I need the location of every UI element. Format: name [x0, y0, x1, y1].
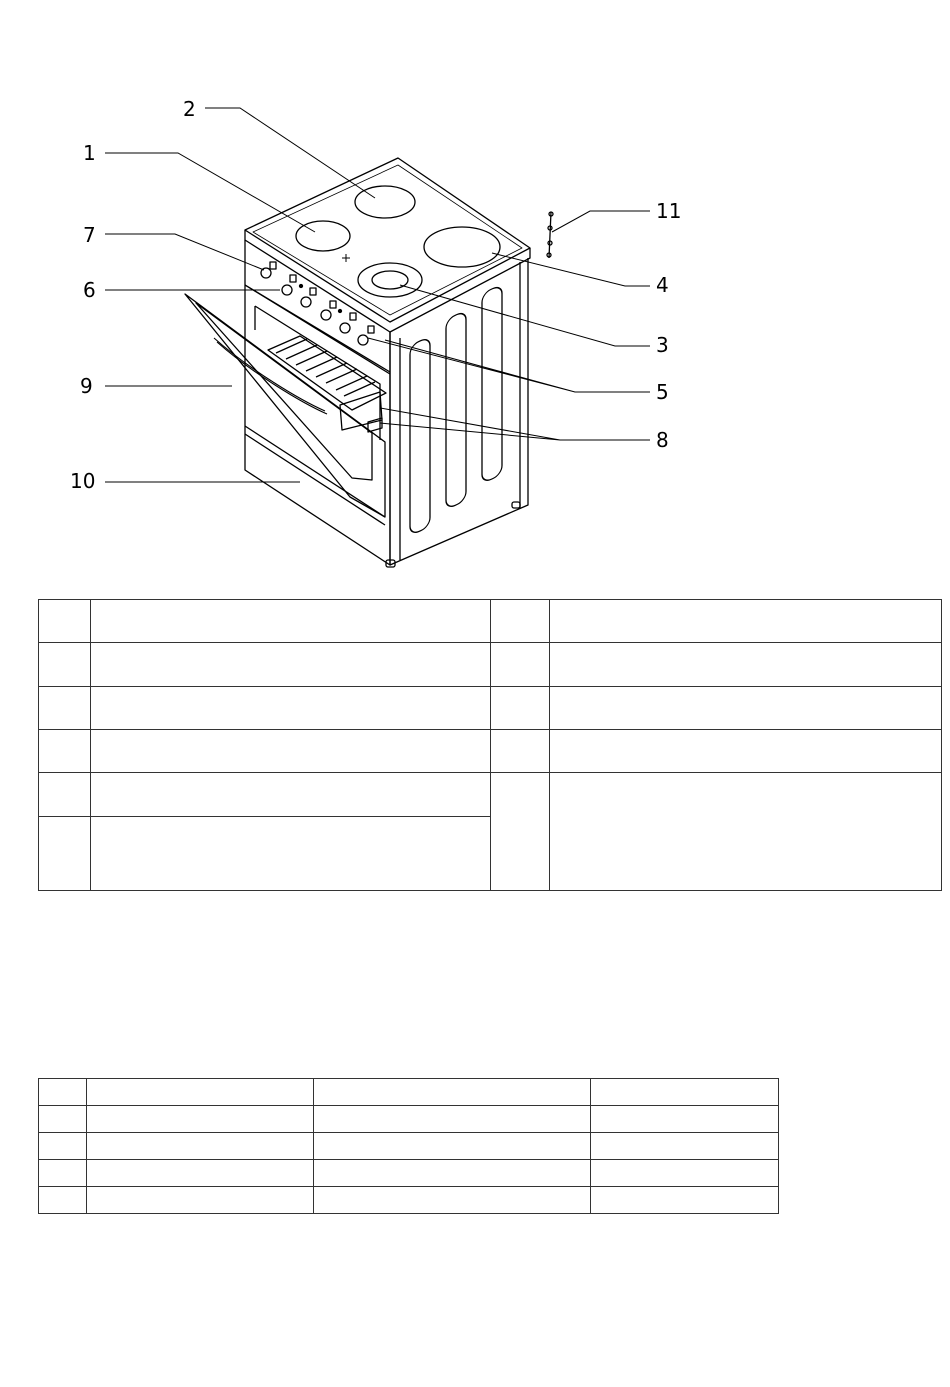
oven-door — [185, 294, 385, 517]
callout-5: 5 — [656, 380, 669, 404]
leader-line-3 — [400, 285, 650, 346]
spec-cell — [591, 1079, 779, 1106]
storage-drawer — [245, 426, 385, 525]
callout-8: 8 — [656, 428, 669, 452]
callout-9: 9 — [80, 374, 93, 398]
table-row — [39, 687, 942, 730]
table-row — [39, 1187, 779, 1214]
spec-cell — [314, 1106, 591, 1133]
cooking-zone-3 — [358, 263, 422, 297]
spec-cell — [314, 1133, 591, 1160]
part-description-cell — [91, 817, 491, 891]
leader-line-11 — [552, 211, 650, 232]
part-description-cell — [91, 643, 491, 687]
callout-4: 4 — [656, 273, 669, 297]
leader-line-1 — [105, 153, 315, 232]
table-row — [39, 643, 942, 687]
part-number-cell — [39, 817, 91, 891]
spec-cell — [591, 1106, 779, 1133]
spec-cell — [314, 1160, 591, 1187]
part-description-cell — [91, 600, 491, 643]
callout-3: 3 — [656, 333, 669, 357]
accessory-item-11 — [547, 212, 553, 258]
cooking-zone-4 — [424, 227, 500, 267]
spec-cell — [87, 1106, 314, 1133]
spec-cell — [314, 1079, 591, 1106]
knob-6 — [358, 335, 368, 345]
knob-3 — [301, 297, 311, 307]
spec-cell — [39, 1106, 87, 1133]
callout-7: 7 — [83, 223, 96, 247]
spec-cell — [591, 1187, 779, 1214]
callout-10: 10 — [70, 469, 96, 493]
parts-table — [38, 599, 942, 891]
leader-line-8 — [380, 408, 650, 440]
table-row — [39, 1106, 779, 1133]
part-description-cell — [550, 600, 942, 643]
part-number-cell — [39, 643, 91, 687]
part-description-cell — [91, 730, 491, 773]
spec-cell — [314, 1187, 591, 1214]
table-row — [39, 1133, 779, 1160]
spec-cell — [39, 1133, 87, 1160]
part-number-cell — [491, 687, 550, 730]
part-description-cell — [91, 773, 491, 817]
spec-cell — [591, 1133, 779, 1160]
oven-cavity — [255, 306, 380, 440]
part-number-cell — [491, 773, 550, 891]
spec-cell — [39, 1187, 87, 1214]
table-row — [39, 1079, 779, 1106]
spec-cell — [87, 1133, 314, 1160]
leader-line-7 — [105, 234, 264, 270]
callout-1: 1 — [83, 141, 96, 165]
spec-cell — [87, 1079, 314, 1106]
part-number-cell — [491, 730, 550, 773]
part-number-cell — [491, 643, 550, 687]
leader-line-4 — [492, 253, 650, 286]
knob-5 — [340, 323, 350, 333]
spec-table — [38, 1078, 779, 1214]
part-number-cell — [39, 600, 91, 643]
part-description-cell — [550, 773, 942, 891]
leader-line-2 — [205, 108, 375, 198]
table-row — [39, 730, 942, 773]
callout-11: 11 — [656, 199, 682, 223]
spec-cell — [591, 1160, 779, 1187]
knob-4 — [321, 310, 331, 320]
part-number-cell — [491, 600, 550, 643]
table-row — [39, 1160, 779, 1187]
spec-cell — [39, 1160, 87, 1187]
cooker-diagram — [0, 0, 950, 590]
part-description-cell — [91, 687, 491, 730]
spec-cell — [87, 1160, 314, 1187]
part-description-cell — [550, 643, 942, 687]
part-description-cell — [550, 730, 942, 773]
part-number-cell — [39, 730, 91, 773]
knob-2 — [282, 285, 292, 295]
part-number-cell — [39, 773, 91, 817]
part-number-cell — [39, 687, 91, 730]
table-row — [39, 773, 942, 817]
part-description-cell — [550, 687, 942, 730]
spec-cell — [87, 1187, 314, 1214]
callout-6: 6 — [83, 278, 96, 302]
callout-2: 2 — [183, 97, 196, 121]
table-row — [39, 600, 942, 643]
spec-cell — [39, 1079, 87, 1106]
